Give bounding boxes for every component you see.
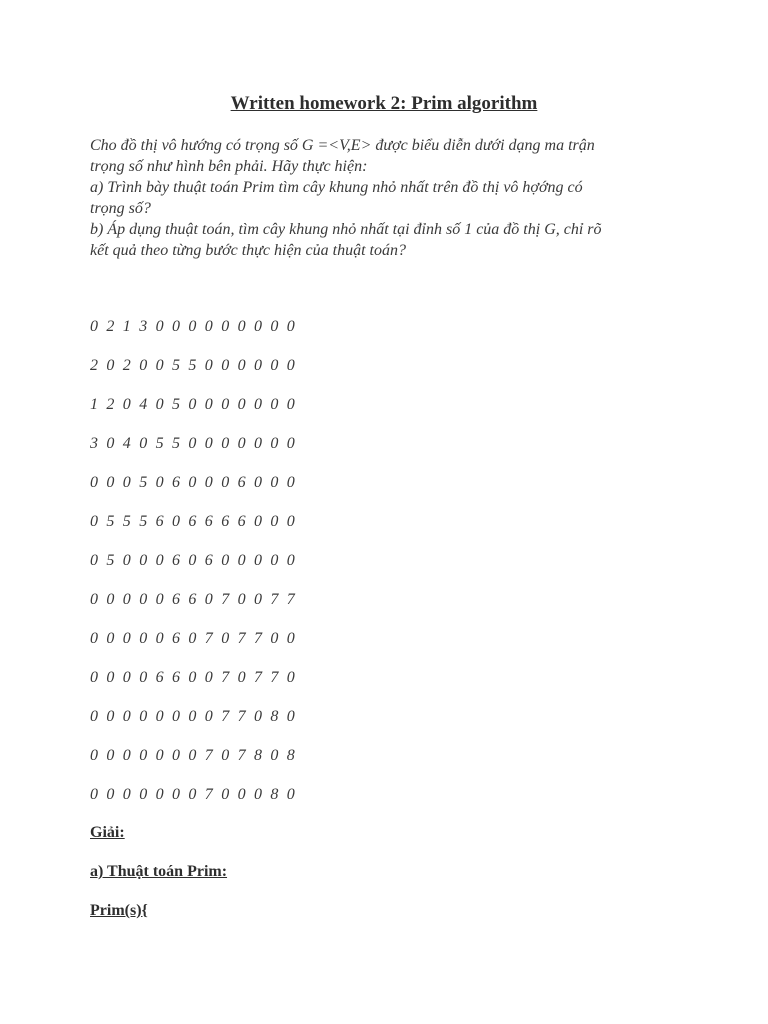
problem-line: kết quả theo từng bước thực hiện của thuật toán? <box>90 242 406 259</box>
problem-statement <box>90 135 680 261</box>
problem-line: Cho đồ thị vô hướng có trọng số G =<V,E> được biểu diễn dưới dạng ma trận <box>90 137 595 154</box>
matrix-row: 0 0 0 0 0 6 6 0 7 0 0 7 7 <box>90 591 297 608</box>
matrix-row: 0 0 0 5 0 6 0 0 0 6 0 0 0 <box>90 474 297 491</box>
matrix-row: 0 0 0 0 0 0 0 7 0 0 0 8 0 <box>90 786 297 803</box>
matrix-row: 0 5 5 5 6 0 6 6 6 6 0 0 0 <box>90 513 297 530</box>
section-a-heading: a) Thuật toán Prim: <box>90 863 228 880</box>
solution-heading: Giải: <box>90 824 125 841</box>
prim-code-start: Prim(s){ <box>90 902 148 919</box>
matrix-row: 1 2 0 4 0 5 0 0 0 0 0 0 0 <box>90 396 297 413</box>
document-title: Written homework 2: Prim algorithm <box>230 93 538 114</box>
problem-line: a) Trình bày thuật toán Prim tìm cây khung nhỏ nhất trên đồ thị vô hợớng có <box>90 179 583 196</box>
matrix-row: 0 2 1 3 0 0 0 0 0 0 0 0 0 <box>90 318 297 335</box>
problem-line: b) Áp dụng thuật toán, tìm cây khung nhỏ nhất tại đỉnh số 1 của đồ thị G, chỉ rõ <box>90 221 602 238</box>
matrix-row: 0 0 0 0 0 0 0 7 0 7 8 0 8 <box>90 747 297 764</box>
matrix-row: 3 0 4 0 5 5 0 0 0 0 0 0 0 <box>90 435 297 452</box>
weight-matrix <box>90 317 297 824</box>
matrix-row: 0 0 0 0 6 6 0 0 7 0 7 7 0 <box>90 669 297 686</box>
matrix-row: 0 0 0 0 0 6 0 7 0 7 7 0 0 <box>90 630 297 647</box>
matrix-row: 0 5 0 0 0 6 0 6 0 0 0 0 0 <box>90 552 297 569</box>
problem-line: trọng số như hình bên phải. Hãy thực hiện: <box>90 158 368 175</box>
matrix-row: 0 0 0 0 0 0 0 0 7 7 0 8 0 <box>90 708 297 725</box>
matrix-row: 2 0 2 0 0 5 5 0 0 0 0 0 0 <box>90 357 297 374</box>
problem-line: trọng số? <box>90 200 151 217</box>
